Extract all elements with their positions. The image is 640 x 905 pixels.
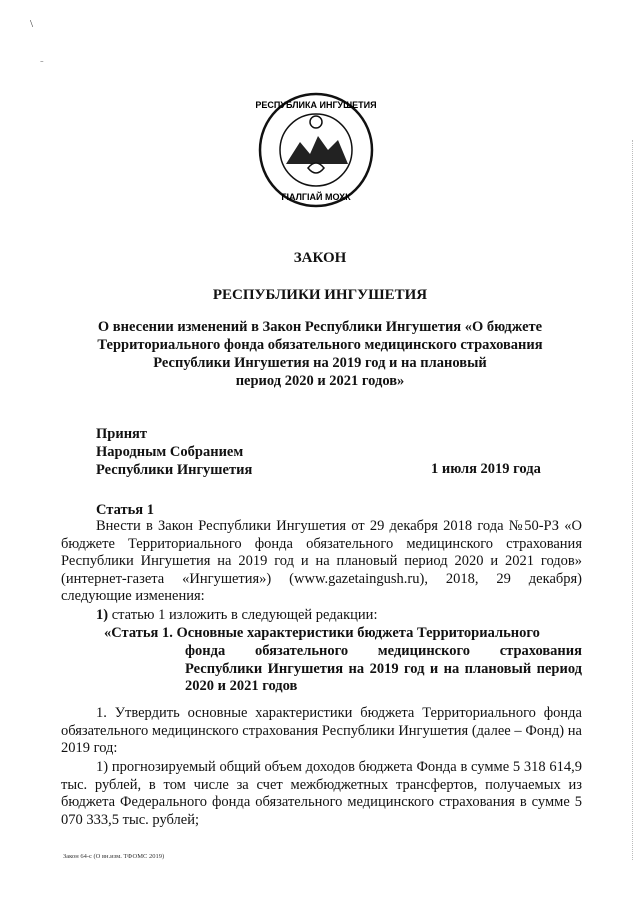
margin-dash-mark: -: [40, 55, 44, 67]
page-edge-line: [632, 140, 634, 860]
paragraph-revenue: 1) прогнозируемый общий объем доходов бюджета Фонда в сумме 5 318 614,9 тыс. рублей, в том числе за счет межбюджетных трансфертов, получаемых из бюджета Федерального фонда обязательного медицинского страхования в сумме 5 070 333,5 тыс. рублей;: [61, 759, 582, 828]
article1-title-line: «Статья 1. Основные характеристики бюджета Территориального: [104, 625, 540, 641]
subject-line-2: Территориального фонда обязательного медицинского страхования: [97, 337, 543, 353]
coat-of-arms-emblem: [256, 90, 376, 210]
corner-tick-mark: \: [30, 18, 34, 30]
emblem-seal-icon: [256, 90, 376, 210]
item-number: 1): [96, 607, 109, 623]
article-heading: Статья 1: [96, 502, 154, 518]
footer-note: Закон 64-с (О вн.изм. ТФОМС 2019): [63, 853, 165, 860]
subject-line-1: О внесении изменений в Закон Республики Ингушетия «О бюджете: [97, 319, 543, 335]
adopted-by: Народным Собранием: [96, 444, 244, 460]
republic-title: РЕСПУБЛИКИ ИНГУШЕТИЯ: [212, 287, 428, 303]
law-title: ЗАКОН: [293, 250, 347, 266]
subject-line-3: Республики Ингушетия на 2019 год и на плановый: [153, 355, 487, 371]
list-item-1: [96, 607, 377, 624]
adopted-label: Принят: [96, 426, 148, 442]
svg-text:РЕСПУБЛИКА ИНГУШЕТИЯ: РЕСПУБЛИКА ИНГУШЕТИЯ: [256, 100, 376, 110]
adopted-by-republic: Республики Ингушетия: [96, 462, 253, 478]
adoption-date: 1 июля 2019 года: [431, 461, 541, 477]
paragraph-amendment: Внести в Закон Республики Ингушетия от 29 декабря 2018 года №50-РЗ «О бюджете Территориального фонда обязательного медицинского страхования Республики Ингушетия на 2019 год и на плановый период 2020 и 2021 годов» (интернет-газета «Ингушетия») (www.gazetaingush.ru), 2018, 29 декабря) следующие изменения:: [61, 518, 582, 604]
svg-text:ГІАЛГІАЙ МОХК: ГІАЛГІАЙ МОХК: [281, 192, 351, 202]
law-subject: [0, 318, 640, 390]
item-text: статью 1 изложить в следующей редакции:: [108, 607, 378, 623]
subject-line-4: период 2020 и 2021 годов»: [235, 373, 405, 389]
paragraph-characteristics: 1. Утвердить основные характеристики бюджета Территориального фонда обязательного медицинского страхования Республики Ингушетия (далее – Фонд) на 2019 год:: [61, 705, 582, 756]
article1-title-rest: фонда обязательного медицинского страхования Республики Ингушетия на 2019 год и на плановый период 2020 и 2021 годов: [185, 643, 582, 694]
adoption-block: [96, 425, 252, 479]
